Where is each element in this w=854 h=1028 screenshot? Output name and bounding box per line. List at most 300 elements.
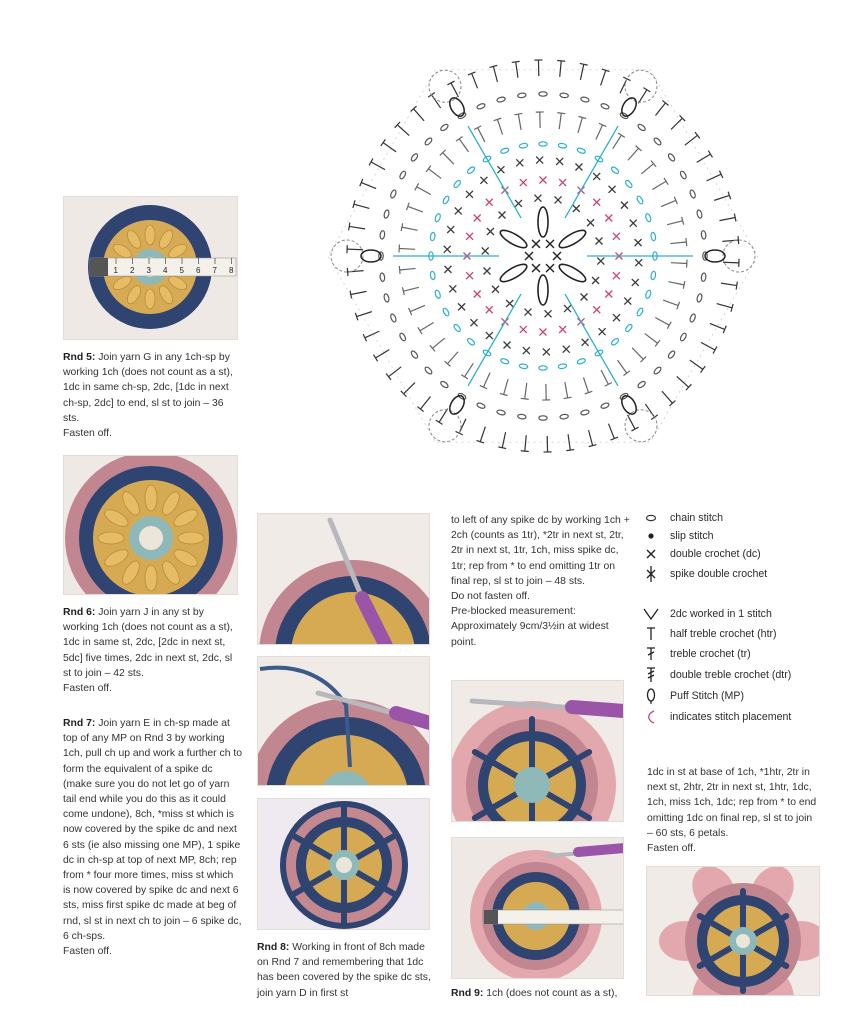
dc-mark — [480, 177, 487, 184]
treble-mark — [365, 331, 380, 338]
chain-mark — [399, 170, 407, 179]
slip-stitch-icon — [640, 532, 662, 540]
treble-mark — [480, 427, 485, 442]
chain-mark — [645, 290, 652, 299]
yarn-petal — [145, 485, 157, 511]
puff-stitch-mark — [557, 227, 588, 251]
dc-mark — [630, 220, 637, 227]
treble-mark — [560, 61, 561, 77]
dc-mark — [536, 157, 543, 164]
treble-top — [447, 81, 454, 85]
round-8-text: Working in front of 8ch made on Rnd 7 and remembering that 1dc has been covered by the spike dc sts, join yarn D in first st — [257, 942, 431, 999]
dc-mark — [486, 306, 493, 313]
dc-mark — [524, 309, 531, 316]
treble-mark — [677, 376, 689, 387]
legend-label: slip stitch — [670, 530, 714, 542]
chain-mark — [517, 414, 526, 419]
spike-double-crochet-icon — [640, 566, 662, 582]
treble-mark — [583, 377, 588, 392]
treble-top — [683, 281, 685, 289]
spike-line — [468, 294, 521, 386]
round-6-label: Rnd 6: — [63, 607, 96, 618]
dc-mark — [553, 252, 561, 260]
puff-stitch-mark — [619, 393, 639, 416]
legend-label: indicates stitch placement — [670, 711, 792, 723]
legend-label: Puff Stitch (MP) — [670, 690, 744, 702]
round-5-instructions — [63, 350, 241, 441]
treble-mark — [502, 432, 505, 448]
treble-mark — [417, 187, 431, 195]
photo-round-6 — [63, 455, 238, 595]
double-treble-icon — [640, 667, 662, 683]
treble-mark — [613, 135, 622, 148]
dc-mark — [466, 272, 473, 279]
treble-mark — [397, 125, 409, 136]
dc-mark — [455, 207, 462, 214]
treble-top — [713, 347, 717, 354]
chain-mark — [653, 366, 662, 375]
yarn-petal — [145, 289, 155, 309]
chain-mark — [496, 409, 505, 415]
dc-mark — [564, 305, 571, 312]
legend-row — [640, 512, 723, 524]
treble-mark — [478, 128, 485, 142]
yarn-petal — [178, 532, 204, 544]
treble-mark — [641, 164, 653, 174]
crochet-chart-diagram — [282, 16, 804, 486]
photo-finished-motif — [646, 866, 820, 996]
puff-stitch-icon — [640, 688, 662, 704]
treble-mark — [493, 66, 497, 81]
dc-mark — [599, 328, 606, 335]
round-7-instructions — [63, 716, 243, 959]
chain-mark — [383, 209, 389, 218]
dc-mark — [487, 228, 494, 235]
chain-mark — [442, 307, 450, 316]
round-9-text: 1ch (does not count as a st), — [483, 988, 618, 999]
round-6-instructions — [63, 605, 241, 696]
chain-mark — [519, 143, 528, 149]
yarn-petal — [145, 225, 155, 245]
puff-stitch-mark — [619, 95, 639, 118]
chain-mark — [380, 273, 385, 282]
dc-mark — [609, 186, 616, 193]
treble-mark — [719, 217, 735, 220]
chain-mark — [440, 380, 449, 389]
treble-top — [521, 451, 529, 452]
chain-mark — [558, 363, 567, 369]
treble-mark — [351, 291, 367, 294]
treble-top — [701, 366, 706, 373]
treble-mark — [404, 383, 415, 394]
chain-mark — [650, 271, 656, 280]
treble-top — [624, 371, 631, 376]
chain-mark — [383, 293, 389, 302]
treble-mark — [400, 268, 416, 270]
dc-mark — [444, 246, 451, 253]
dc-mark — [587, 219, 594, 226]
dc-mark — [447, 226, 454, 233]
chain-mark — [434, 213, 441, 222]
dc-mark — [497, 166, 504, 173]
chart-outline — [328, 70, 758, 442]
treble-top — [349, 223, 350, 231]
treble-top — [557, 113, 565, 114]
chain-mark — [500, 147, 509, 154]
treble-mark — [432, 338, 444, 348]
tape-number: 8 — [229, 266, 234, 275]
dc-mark — [605, 215, 612, 222]
treble-top — [566, 450, 574, 451]
treble-mark — [655, 103, 665, 115]
treble-top — [417, 407, 423, 412]
round-5-label: Rnd 5: — [63, 352, 96, 363]
treble-mark — [459, 139, 468, 152]
chain-mark — [539, 416, 547, 420]
treble-top — [381, 139, 386, 146]
treble-top — [686, 238, 687, 246]
dc-mark — [520, 326, 527, 333]
chain-mark — [453, 323, 462, 332]
treble-mark — [525, 383, 527, 399]
legend-row — [640, 548, 761, 560]
treble-mark — [504, 379, 508, 394]
chain-mark — [453, 179, 462, 188]
treble-top — [631, 427, 638, 431]
legend-row — [640, 710, 791, 724]
chain-mark — [519, 363, 528, 369]
treble-mark — [685, 135, 698, 145]
chain-mark — [610, 166, 619, 175]
treble-top — [695, 132, 700, 138]
chain-mark — [430, 232, 436, 241]
chain-mark — [440, 123, 449, 132]
treble-mark — [410, 305, 425, 311]
dc-mark — [520, 179, 527, 186]
dc-mark — [515, 200, 522, 207]
puff-stitch-mark — [498, 261, 529, 285]
chain-mark — [390, 313, 397, 322]
treble-mark — [559, 113, 561, 129]
chain-mark — [696, 293, 702, 302]
dc-mark — [546, 264, 554, 272]
treble-mark — [655, 317, 669, 325]
round-8-instructions — [257, 940, 437, 1001]
treble-top — [461, 375, 468, 379]
tape-number: 5 — [179, 266, 184, 275]
chain-mark — [390, 189, 397, 198]
puff-stitch-mark — [705, 250, 725, 262]
treble-mark — [399, 248, 415, 249]
puff-stitch-mark — [538, 275, 548, 305]
round-5-text: Join yarn G in any 1ch-sp by working 1ch (does not count as a st), 1dc in same ch-sp, 2dc, [1dc in next ch-sp, 2dc] to end, sl st to join – 36 sts. Fasten off. — [63, 352, 233, 440]
treble-mark — [632, 348, 643, 359]
tape-number: 1 — [113, 266, 118, 275]
dc-mark — [449, 285, 456, 292]
treble-top — [426, 166, 431, 172]
chain-mark — [539, 142, 547, 146]
chain-mark — [466, 166, 475, 175]
chain-mark — [424, 137, 433, 146]
treble-mark — [662, 391, 673, 403]
tape-number: 7 — [212, 266, 217, 275]
dc-mark — [605, 291, 612, 298]
legend-label: half treble crochet (htr) — [670, 628, 777, 640]
treble-mark — [671, 263, 687, 264]
treble-mark — [465, 363, 474, 376]
treble-mark — [389, 367, 402, 377]
treble-top — [643, 88, 650, 92]
treble-mark — [670, 242, 686, 244]
treble-top — [557, 60, 565, 61]
dc-mark — [516, 159, 523, 166]
dc-mark — [506, 300, 513, 307]
chain-mark — [689, 313, 696, 322]
chain-mark — [610, 337, 619, 346]
dc-mark — [575, 163, 582, 170]
chain-mark — [496, 96, 505, 102]
treble-top — [498, 447, 506, 449]
chain-mark — [624, 179, 633, 188]
chain-mark — [517, 93, 526, 98]
dc-mark — [556, 158, 563, 165]
two-dc-in-one-icon — [640, 608, 662, 620]
dc-mark — [635, 259, 642, 266]
chain-mark — [636, 307, 644, 316]
legend-row — [640, 608, 772, 620]
chain-mark — [689, 189, 696, 198]
treble-mark — [421, 397, 431, 409]
dc-mark — [632, 279, 639, 286]
round-8-continued: to left of any spike dc by working 1ch + 2ch (counts as 1tr), *2tr in next st, 2tr, 2tr in next st, 1tr, 1ch, miss spike dc, 1tr; rep from * to end omitting 1tr on final rep, sl st to join – 48 sts. Do not fasten off. Pre-blocked measurement: Approximately 9cm/3½in at widest point. — [451, 515, 630, 648]
treble-mark — [347, 249, 363, 250]
treble-mark — [617, 360, 626, 373]
treble-mark — [721, 283, 737, 285]
chain-mark — [442, 195, 450, 204]
chain-mark — [560, 414, 569, 419]
dc-mark — [593, 306, 600, 313]
placement-icon — [640, 710, 662, 724]
puff-stitch-mark — [538, 207, 548, 237]
dc-mark — [458, 303, 465, 310]
chain-mark — [476, 402, 485, 409]
photo-round-5-measure — [63, 196, 238, 340]
chain-mark — [637, 380, 646, 389]
spike-line — [468, 126, 521, 218]
treble-top — [374, 355, 378, 362]
dc-mark — [466, 233, 473, 240]
tape-number: 6 — [196, 266, 201, 275]
chain-mark — [701, 273, 706, 282]
treble-mark — [357, 312, 372, 317]
round-9-continued: 1dc in st at base of 1ch, *1htr, 2tr in next st, 2htr, 2tr in next st, 1htr, 1dc, 1ch, miss 1ch, 1dc; rep from * to end omitting 1dc on final rep, sl st to join – 60 sts, 6 petals. Fasten off. — [647, 767, 817, 855]
dc-mark — [592, 277, 599, 284]
treble-mark — [497, 119, 502, 134]
yarn-petal — [98, 532, 124, 544]
puff-stitch-mark — [557, 261, 588, 285]
chain-mark — [560, 93, 569, 98]
treble-top — [521, 398, 529, 399]
treble-mark — [443, 153, 454, 164]
treble-mark — [414, 109, 425, 121]
treble-mark — [580, 64, 583, 80]
treble-mark — [596, 125, 603, 140]
round-9-label: Rnd 9: — [451, 988, 484, 999]
chain-mark — [577, 147, 586, 154]
treble-mark — [349, 226, 365, 228]
treble-mark — [578, 117, 582, 132]
chain-mark — [667, 153, 676, 162]
treble-top — [347, 268, 348, 276]
treble-top — [664, 178, 668, 185]
dc-mark — [582, 339, 589, 346]
puff-stitch-mark — [447, 393, 467, 416]
dc-mark — [466, 191, 473, 198]
treble-mark — [428, 169, 441, 179]
chain-mark — [466, 337, 475, 346]
dc-mark — [596, 237, 603, 244]
photo-round-7-yarn — [257, 656, 430, 786]
treble-mark — [697, 154, 711, 162]
chain-mark — [380, 230, 385, 239]
legend-label: 2dc worked in 1 stitch — [670, 608, 772, 620]
round-7-label: Rnd 7: — [63, 718, 96, 729]
treble-mark — [420, 322, 434, 330]
dc-mark — [613, 314, 620, 321]
treble-top — [436, 420, 443, 424]
treble-mark — [447, 352, 458, 364]
dc-mark — [613, 272, 620, 279]
treble-top — [456, 137, 463, 142]
chain-mark — [600, 402, 609, 409]
legend-row — [640, 667, 791, 683]
treble-mark — [403, 287, 419, 291]
dc-mark — [540, 329, 547, 336]
chain-mark — [399, 332, 407, 341]
treble-mark — [565, 382, 568, 398]
round-6-text: Join yarn J in any st by working 1ch (does not count as a st), 1dc in same st, 2dc, [2dc in next st, 5dc] five times, 2dc in next st, 2dc, sl st to join – 42 sts. Fasten off. — [63, 607, 233, 695]
corner-cluster — [625, 70, 657, 102]
treble-top — [734, 214, 736, 222]
treble-top — [350, 291, 352, 299]
chain-mark — [701, 230, 706, 239]
treble-top — [418, 327, 422, 334]
legend-row — [640, 647, 751, 661]
dc-mark — [540, 177, 547, 184]
dc-mark — [470, 319, 477, 326]
chain-mark — [539, 92, 547, 96]
treble-mark — [518, 114, 521, 130]
legend-label: double crochet (dc) — [670, 548, 761, 560]
double-crochet-icon — [640, 548, 662, 560]
dc-mark — [613, 233, 620, 240]
chain-mark — [679, 170, 687, 179]
treble-mark — [710, 323, 725, 329]
dc-mark — [492, 286, 499, 293]
chain-mark — [410, 350, 419, 359]
dc-mark — [482, 247, 489, 254]
treble-top — [618, 133, 625, 137]
treble-top — [399, 266, 400, 274]
chain-mark — [500, 358, 509, 365]
chain-mark — [577, 358, 586, 365]
treble-mark — [663, 300, 678, 306]
treble-mark — [690, 360, 703, 369]
treble-top — [736, 282, 737, 290]
dc-mark — [621, 202, 628, 209]
treble-mark — [667, 221, 683, 225]
round-7-text: Join yarn E in ch-sp made at top of any MP on Rnd 3 by working 1ch, pull ch up and work a further ch to form the equivalent of a spike dc (make sure you do not let go of yarn tail end while you do this as it could come undone), 8ch, *miss st which is now covered by the spike dc and next 6 sts (ie also missing one MP), 1 spike dc in ch-sp at top of next MP, 8ch; rep from * four more times, miss st which is now covered by spike dc and next 6 sts, miss first spike dc made at beg of rnd, sl st in next ch to join – 6 spike dc, 6 ch-sps. Fasten off. — [63, 718, 243, 958]
half-treble-icon — [640, 627, 662, 641]
chain-mark — [424, 366, 433, 375]
puff-stitch-mark — [447, 95, 467, 118]
dc-mark — [523, 347, 530, 354]
treble-top — [662, 100, 668, 105]
chain-mark — [624, 323, 633, 332]
treble-mark — [668, 282, 684, 285]
chain-mark — [600, 103, 609, 110]
legend-row — [640, 530, 714, 542]
treble-top — [386, 374, 391, 380]
treble-mark — [402, 227, 418, 230]
corner-cluster — [331, 240, 363, 272]
legend-row — [640, 566, 767, 582]
dc-mark — [486, 332, 493, 339]
legend-label: chain stitch — [670, 512, 723, 524]
dc-mark — [534, 195, 541, 202]
chain-mark — [558, 143, 567, 149]
dc-mark — [532, 264, 540, 272]
legend-row — [640, 688, 744, 704]
chain-mark — [580, 409, 589, 415]
treble-mark — [361, 183, 376, 189]
dc-mark — [624, 298, 631, 305]
dc-mark — [498, 211, 505, 218]
dc-mark — [545, 310, 552, 317]
dc-mark — [581, 294, 588, 301]
dc-mark — [635, 239, 642, 246]
treble-mark — [701, 342, 715, 350]
dc-mark — [573, 205, 580, 212]
treble-mark — [472, 73, 478, 88]
chain-mark — [636, 195, 644, 204]
treble-mark — [383, 143, 396, 152]
stitch-legend — [640, 510, 840, 740]
treble-mark — [408, 206, 423, 212]
tape-number: 2 — [130, 266, 135, 275]
treble-mark — [601, 370, 608, 384]
treble-top — [580, 63, 588, 65]
chain-mark — [580, 96, 589, 102]
treble-top — [667, 322, 671, 329]
photo-round-8-hook — [451, 680, 624, 822]
chain-mark — [667, 350, 676, 359]
dc-mark — [559, 179, 566, 186]
treble-mark — [645, 334, 658, 344]
treble-mark — [714, 195, 729, 200]
treble-icon — [640, 647, 662, 661]
round-9-instructions — [451, 986, 631, 1001]
dc-mark — [486, 199, 493, 206]
chain-mark — [653, 137, 662, 146]
treble-top — [369, 158, 373, 165]
tape-number: 4 — [163, 266, 168, 275]
spike-line — [565, 294, 618, 386]
chain-mark — [434, 290, 441, 299]
round-8-label: Rnd 8: — [257, 942, 290, 953]
treble-top — [512, 61, 520, 62]
treble-top — [415, 183, 419, 190]
